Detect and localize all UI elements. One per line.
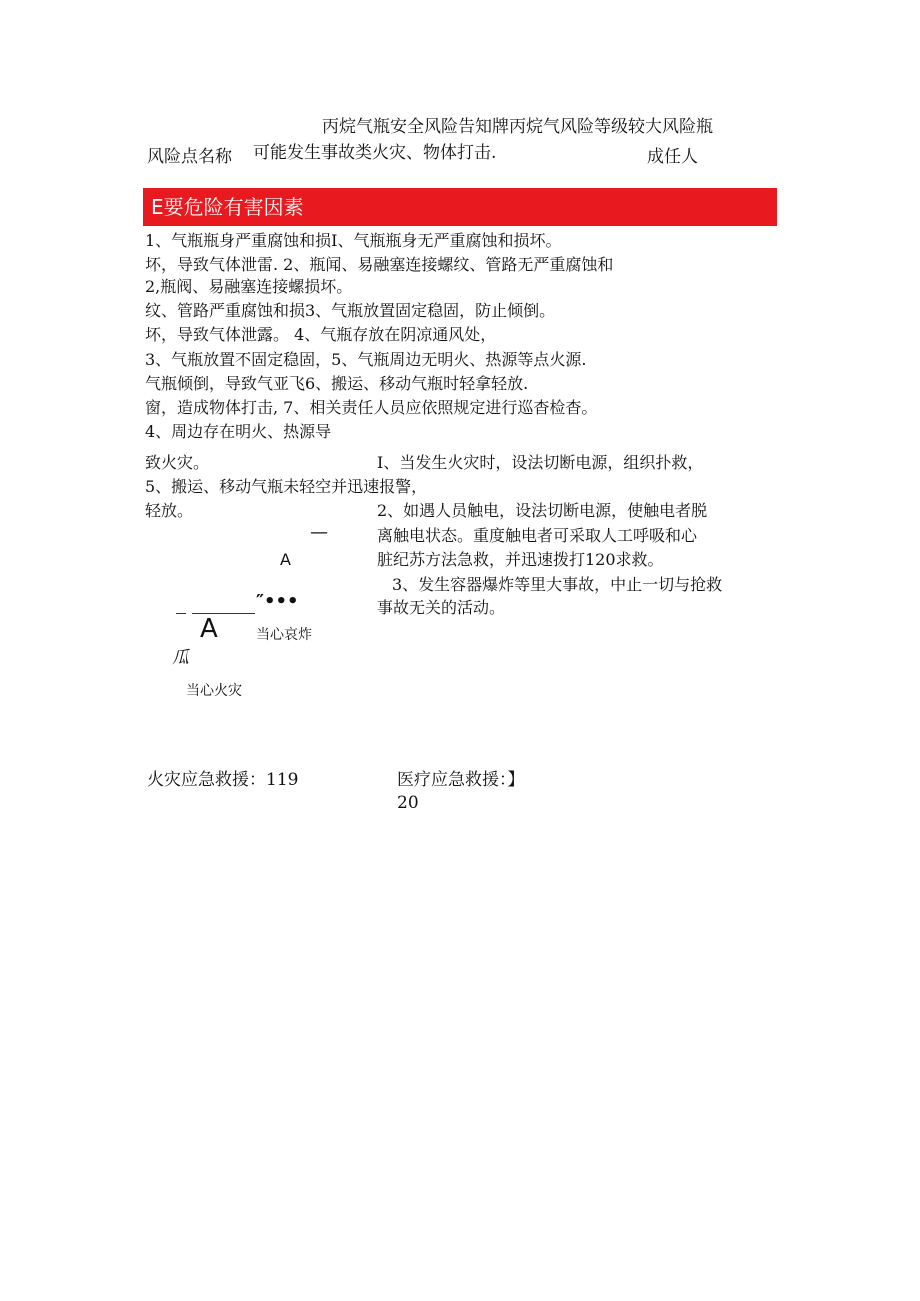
- emergency-line: 离触电状态。重度触电者可采取人工呼吸和心: [377, 526, 698, 545]
- sign-small-a: A: [280, 550, 291, 569]
- body-line: 3、气瓶放置不固定稳固，5、气瓶周边无明火、热源等点火源.: [145, 350, 587, 369]
- body-line: 窗，造成物体打击, 7、相关责任人员应依照规定进行巡杳检杳。: [145, 398, 598, 417]
- sign-short-rule: [176, 613, 186, 614]
- banner-title: E要危险有害因素: [151, 195, 304, 219]
- emergency-line: 脏纪苏方法急救，并迅速拨打120求救。: [377, 550, 664, 569]
- medical-rescue-number: 20: [397, 793, 419, 813]
- left-column-line: 轻放。: [145, 501, 194, 520]
- emergency-line: 事故无关的活动。: [377, 598, 506, 617]
- body-line: 4、周边存在明火、热源导: [145, 422, 332, 441]
- emergency-line: 3、发生容器爆炸等里大事故，中止一切与抢救: [392, 575, 723, 594]
- body-line: 坏，导致气体泄雷. 2、瓶闻、易融塞连接螺纹、管路无严重腐蚀和: [145, 255, 614, 274]
- body-line: 气瓶倾倒，导致气亚飞6、搬运、移动气瓶时轻拿轻放.: [145, 374, 529, 393]
- sign-dots: ″•••: [256, 591, 299, 612]
- sign-dash: —: [310, 522, 328, 543]
- fire-rescue-number: 火灾应急救援：119: [147, 770, 299, 790]
- accident-types: 可能发生事故类火灾、物体打击.: [253, 143, 497, 163]
- left-column-line: 5、搬运、移动气瓶未轻空并迅速报警，: [145, 477, 428, 496]
- left-column-line: 致火灾。: [145, 453, 210, 472]
- emergency-line: 2、如遇人员触电，设法切断电源，使触电者脱: [377, 501, 708, 520]
- sign-big-a: A: [200, 614, 218, 644]
- responsible-person-label: 成任人: [647, 147, 698, 167]
- risk-point-label: 风险点名称: [147, 147, 232, 167]
- body-line: 坏，导致气体泄露。 4、气瓶存放在阴凉通风处，: [145, 325, 497, 344]
- signboard-title: 丙烷气瓶安全风险告知牌丙烷气风险等级较大风险瓶: [322, 117, 713, 137]
- body-line: 2,瓶阀、易融塞连接螺损坏。: [145, 277, 353, 296]
- hazard-factors-banner: [143, 188, 777, 226]
- body-line: 纹、管路严重腐蚀和损3、气瓶放置固定稳固，防止倾倒。: [145, 301, 556, 320]
- medical-rescue-label: 医疗应急救援：】: [397, 770, 525, 790]
- body-line: 1、气瓶瓶身严重腐蚀和损I、气瓶瓶身无严重腐蚀和损坏。: [145, 231, 562, 250]
- emergency-line: I、当发生火灾时，设法切断电源，组织扑救，: [377, 453, 704, 472]
- sign-gua-glyph: 瓜: [172, 648, 189, 668]
- fire-warning-label: 当心火灾: [186, 683, 242, 699]
- explosion-warning-label: 当心哀炸: [256, 627, 312, 643]
